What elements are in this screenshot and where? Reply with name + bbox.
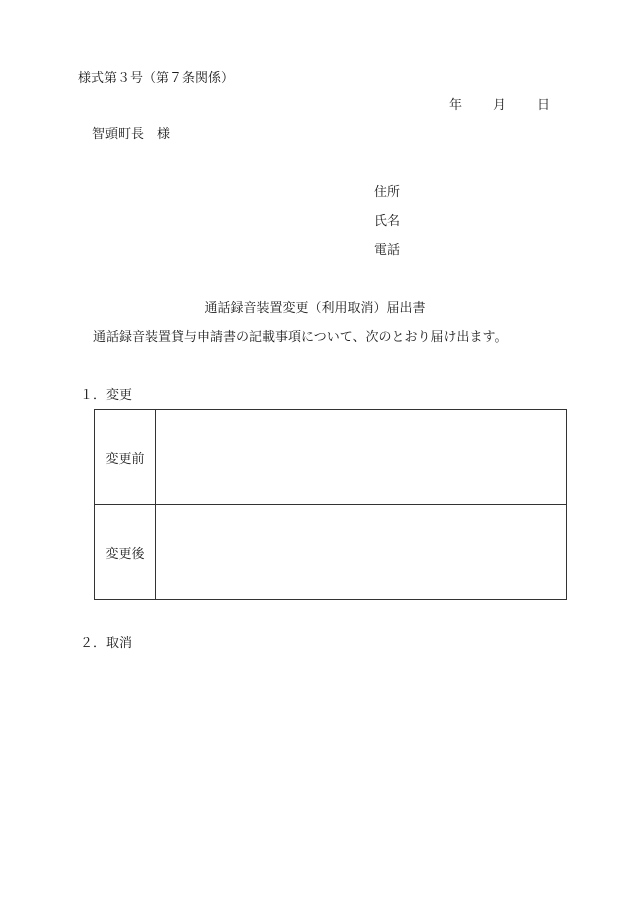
- before-change-label: 変更前: [95, 410, 156, 505]
- section-cancel-heading: ２．取消: [80, 636, 133, 651]
- after-change-label: 変更後: [95, 505, 156, 600]
- table-row: [95, 410, 567, 505]
- name-label: 氏名: [374, 214, 401, 229]
- after-change-field[interactable]: [156, 505, 567, 600]
- before-change-field[interactable]: [156, 410, 567, 505]
- table-row: [95, 505, 567, 600]
- change-table: [94, 409, 567, 600]
- recipient: 智頭町長 様: [92, 127, 171, 142]
- date-day-label: 日: [537, 98, 551, 113]
- date-line: [449, 98, 550, 114]
- applicant-block: [374, 185, 400, 272]
- statement-text: 通話録音装置貸与申請書の記載事項について、次のとおり届け出ます。: [93, 330, 508, 345]
- address-label: 住所: [374, 185, 401, 200]
- document-title: 通話録音装置変更（利用取消）届出書: [204, 301, 426, 316]
- form-number: 様式第３号（第７条関係）: [78, 71, 235, 86]
- phone-label: 電話: [374, 243, 401, 258]
- section-change-heading: １．変更: [80, 388, 133, 403]
- date-month-label: 月: [493, 98, 507, 113]
- date-year-label: 年: [449, 98, 463, 113]
